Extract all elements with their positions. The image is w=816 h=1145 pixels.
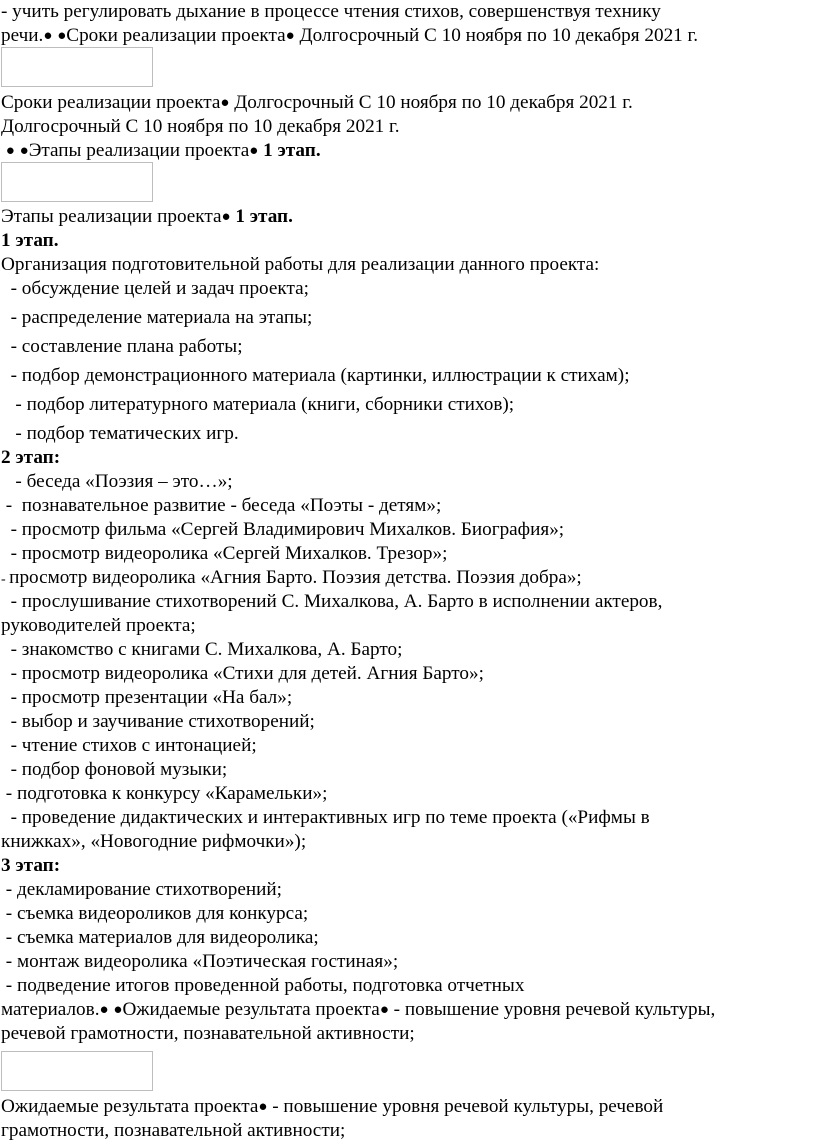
list-item: - съемка материалов для видеоролика; — [1, 927, 319, 948]
paragraph-4 — [1, 1095, 663, 1143]
list-item: - просмотр видеоролика «Сергей Михалков. Трезор»; — [1, 543, 448, 564]
stage-heading: 3 этап: — [1, 855, 61, 876]
list-item: - монтаж видеоролика «Поэтическая гостиная»; — [1, 951, 399, 972]
list-item: - подбор тематических игр. — [1, 423, 239, 444]
text-line: грамотности, познавательной активности; — [1, 1120, 346, 1141]
list-item: - познавательное развитие - беседа «Поэты - детям»; — [1, 495, 442, 516]
text-fragment: материалов. — [1, 999, 100, 1020]
text-line: Долгосрочный С 10 ноября по 10 декабря 2021 г. — [1, 116, 400, 137]
list-item: - подбор фоновой музыки; — [1, 759, 228, 780]
bullet-icon: ● — [249, 143, 259, 159]
list-item: - распределение материала на этапы; — [1, 307, 313, 328]
bullet-icon: ● — [57, 28, 67, 44]
bullet-icon: ● — [19, 143, 29, 159]
text-fragment: речи. — [1, 25, 44, 46]
list-item: - декламирование стихотворений; — [1, 879, 282, 900]
stage-heading: 2 этап: — [1, 447, 61, 468]
list-item: - проведение дидактических и интерактивных игр по теме проекта («Рифмы в — [1, 807, 650, 828]
text-fragment: Долгосрочный С 10 ноября по 10 декабря 2021 г. — [229, 92, 633, 113]
bullet-icon: ● — [258, 1099, 268, 1115]
list-item: - выбор и заучивание стихотворений; — [1, 711, 315, 732]
text-line — [1, 91, 633, 115]
text-fragment: Сроки реализации проекта — [1, 92, 221, 113]
text-fragment: - — [1, 572, 10, 587]
paragraph-2 — [1, 91, 633, 163]
text-fragment: 1 этап. — [258, 140, 321, 161]
text-line: руководителей проекта; — [1, 615, 196, 636]
paragraph-3 — [1, 205, 715, 1046]
stage-heading: 1 этап. — [1, 230, 59, 251]
image-placeholder — [1, 1051, 153, 1091]
list-item: - чтение стихов с интонацией; — [1, 735, 257, 756]
text-line — [1, 139, 633, 163]
text-fragment: Ожидаемые результата проекта — [1, 1096, 259, 1117]
text-line — [1, 998, 715, 1022]
bullet-icon: ● — [285, 28, 295, 44]
text-line: речевой грамотности, познавательной активности; — [1, 1023, 415, 1044]
list-item: - подбор демонстрационного материала (картинки, иллюстрации к стихам); — [1, 365, 630, 386]
text-fragment: просмотр видеоролика «Агния Барто. Поэзия детства. Поэзия добра»; — [9, 567, 582, 588]
paragraph-1 — [1, 0, 698, 48]
list-item: - просмотр презентации «На бал»; — [1, 687, 293, 708]
bullet-icon: ● — [99, 1002, 109, 1018]
list-item: - беседа «Поэзия – это…»; — [1, 471, 233, 492]
list-item — [1, 566, 715, 590]
list-item: - съемка видеороликов для конкурса; — [1, 903, 309, 924]
list-item: - подготовка к конкурсу «Карамельки»; — [1, 783, 328, 804]
list-item: - просмотр видеоролика «Стихи для детей. Агния Барто»; — [1, 663, 484, 684]
list-item: - прослушивание стихотворений С. Михалкова, А. Барто в исполнении актеров, — [1, 591, 663, 612]
list-item: - подведение итогов проведенной работы, подготовка отчетных — [1, 975, 525, 996]
bullet-icon: ● — [220, 95, 230, 111]
text-line: книжках», «Новогодние рифмочки»); — [1, 831, 307, 852]
text-line — [1, 205, 715, 229]
text-fragment: 1 этап. — [230, 206, 293, 227]
text-fragment: Долгосрочный С 10 ноября по 10 декабря 2021 г. — [294, 25, 699, 46]
text-fragment: Ожидаемые результата проекта — [122, 999, 380, 1020]
text-fragment: Сроки реализации проекта — [66, 25, 286, 46]
list-item: - обсуждение целей и задач проекта; — [1, 278, 309, 299]
text-line: - учить регулировать дыхание в процессе чтения стихов, совершенствуя технику — [1, 1, 661, 22]
image-placeholder — [1, 47, 153, 87]
bullet-icon: ● — [5, 143, 15, 159]
list-item: - составление плана работы; — [1, 336, 243, 357]
bullet-icon: ● — [379, 1002, 389, 1018]
text-fragment: Этапы реализации проекта — [1, 206, 222, 227]
text-fragment: - повышение уровня речевой культуры, речевой — [267, 1096, 664, 1117]
bullet-icon: ● — [221, 209, 231, 225]
text-fragment: Этапы реализации проекта — [28, 140, 250, 161]
image-placeholder — [1, 162, 153, 202]
text-fragment: - повышение уровня речевой культуры, — [388, 999, 716, 1020]
list-item: - знакомство с книгами С. Михалкова, А. Барто; — [1, 639, 403, 660]
text-line — [1, 1095, 663, 1119]
bullet-icon: ● — [43, 28, 53, 44]
text-line: Организация подготовительной работы для реализации данного проекта: — [1, 254, 600, 275]
list-item: - просмотр фильма «Сергей Владимирович Михалков. Биография»; — [1, 519, 565, 540]
bullet-icon: ● — [113, 1002, 123, 1018]
list-item: - подбор литературного материала (книги, сборники стихов); — [1, 394, 515, 415]
text-line — [1, 24, 698, 48]
